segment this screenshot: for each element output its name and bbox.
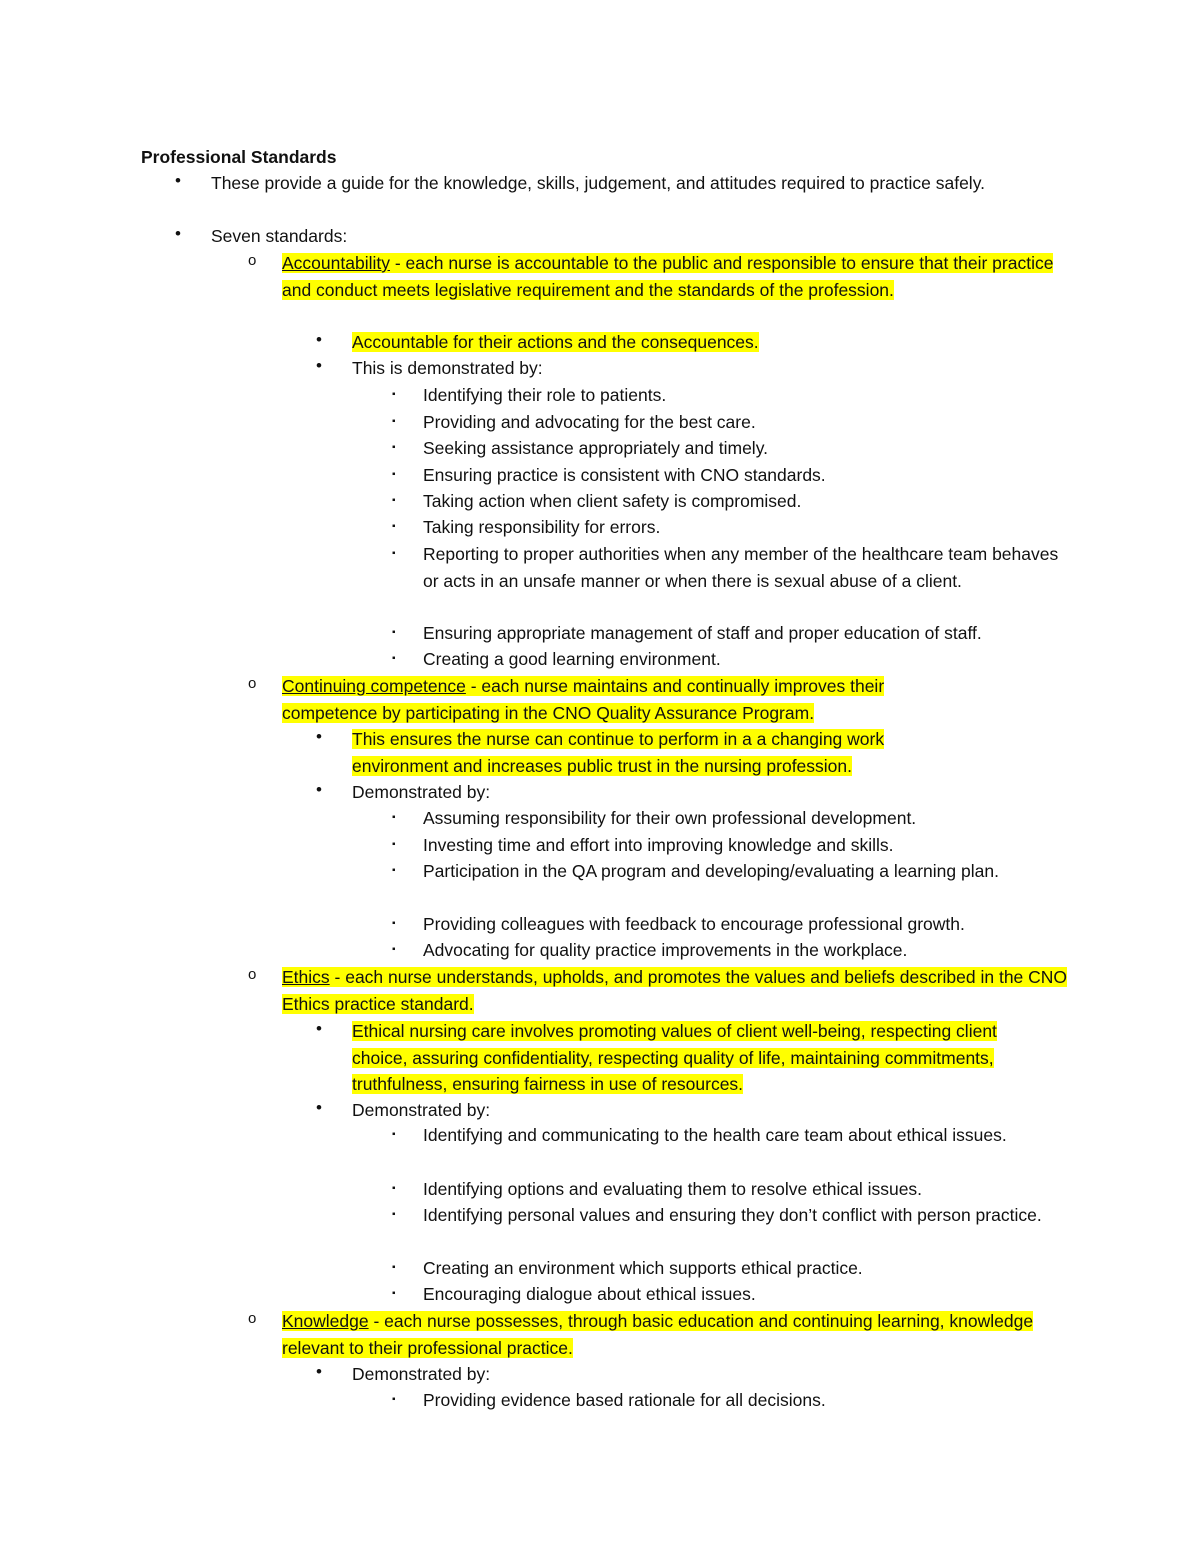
bullet-dot-icon: • — [316, 1019, 322, 1038]
list-item: Ensuring practice is consistent with CNO standards. — [423, 465, 826, 485]
bullet-circle-icon: o — [248, 675, 257, 692]
bullet-square-icon: ▪ — [392, 1183, 396, 1194]
bullet-square-icon: ▪ — [392, 389, 396, 400]
accountability-demo-label: This is demonstrated by: — [352, 358, 543, 378]
bullet-dot-icon: • — [175, 224, 181, 243]
page-title: Professional Standards — [141, 147, 337, 167]
definition-knowledge: - each nurse possesses, through basic education and continuing learning, knowledge relevant to their professional practice. — [282, 1311, 1034, 1358]
bullet-square-icon: ▪ — [392, 521, 396, 532]
list-item: Identifying their role to patients. — [423, 385, 667, 405]
list-item: Providing colleagues with feedback to encourage professional growth. — [423, 914, 965, 934]
term-continuing-competence: Continuing competence — [282, 676, 466, 696]
list-item: Ensuring appropriate management of staff and proper education of staff. — [423, 623, 982, 643]
bullet-square-icon: ▪ — [392, 918, 396, 929]
bullet-dot-icon: • — [316, 356, 322, 375]
list-item: Identifying options and evaluating them to resolve ethical issues. — [423, 1179, 923, 1199]
list-item: Advocating for quality practice improvements in the workplace. — [423, 940, 908, 960]
standard-ethics — [282, 964, 1072, 1017]
definition-continuing-competence: - each nurse maintains and continually improves their competence by participating in the CNO Quality Assurance Program. — [282, 676, 885, 723]
list-item: Creating an environment which supports ethical practice. — [423, 1258, 863, 1278]
bullet-dot-icon: • — [316, 330, 322, 349]
bullet-square-icon: ▪ — [392, 1129, 396, 1140]
bullet-square-icon: ▪ — [392, 1209, 396, 1220]
bullet-square-icon: ▪ — [392, 839, 396, 850]
term-ethics: Ethics — [282, 967, 330, 987]
bullet-square-icon: ▪ — [392, 469, 396, 480]
list-item: Assuming responsibility for their own professional development. — [423, 808, 917, 828]
bullet-dot-icon: • — [316, 1098, 322, 1117]
seven-standards-label: Seven standards: — [211, 226, 348, 246]
list-item: Taking action when client safety is compromised. — [423, 491, 802, 511]
bullet-square-icon: ▪ — [392, 495, 396, 506]
list-item: Seeking assistance appropriately and timely. — [423, 438, 769, 458]
list-item: Taking responsibility for errors. — [423, 517, 661, 537]
list-item: Encouraging dialogue about ethical issues. — [423, 1284, 756, 1304]
list-item: Providing evidence based rationale for all decisions. — [423, 1390, 826, 1410]
bullet-square-icon: ▪ — [392, 442, 396, 453]
bullet-square-icon: ▪ — [392, 1394, 396, 1405]
ethics-note: Ethical nursing care involves promoting values of client well-being, respecting client choice, assuring confidentiality, respecting quality of life, maintaining commitments, truthfulness, ensuring fairness in use of resources. — [352, 1021, 997, 1094]
list-item: Reporting to proper authorities when any member of the healthcare team behaves or acts in an unsafe manner or when there is sexual abuse of a client. — [423, 544, 1059, 591]
knowledge-demo-label: Demonstrated by: — [352, 1364, 491, 1384]
accountability-note: Accountable for their actions and the consequences. — [352, 332, 759, 352]
intro-paragraph: These provide a guide for the knowledge, skills, judgement, and attitudes required to practice safely. — [211, 173, 986, 193]
bullet-square-icon: ▪ — [392, 812, 396, 823]
bullet-circle-icon: o — [248, 1310, 257, 1327]
bullet-square-icon: ▪ — [392, 653, 396, 664]
term-knowledge: Knowledge — [282, 1311, 369, 1331]
bullet-square-icon: ▪ — [392, 944, 396, 955]
bullet-dot-icon: • — [316, 780, 322, 799]
list-item: Creating a good learning environment. — [423, 649, 721, 669]
bullet-circle-icon: o — [248, 966, 257, 983]
list-item: Identifying personal values and ensuring they don’t conflict with person practice. — [423, 1205, 1042, 1225]
bullet-square-icon: ▪ — [392, 416, 396, 427]
list-item: Providing and advocating for the best care. — [423, 412, 756, 432]
bullet-dot-icon: • — [175, 171, 181, 190]
definition-accountability: - each nurse is accountable to the public and responsible to ensure that their practice and conduct meets legislative requirement and the standards of the profession. — [282, 253, 1054, 300]
list-item: Identifying and communicating to the health care team about ethical issues. — [423, 1125, 1007, 1145]
bullet-square-icon: ▪ — [392, 865, 396, 876]
term-accountability: Accountability — [282, 253, 390, 273]
ethics-demo-label: Demonstrated by: — [352, 1100, 491, 1120]
bullet-square-icon: ▪ — [392, 548, 396, 559]
list-item: Participation in the QA program and developing/evaluating a learning plan. — [423, 861, 999, 881]
bullet-square-icon: ▪ — [392, 1288, 396, 1299]
competence-note: This ensures the nurse can continue to perform in a a changing work environment and increases public trust in the nursing profession. — [352, 729, 885, 776]
bullet-circle-icon: o — [248, 252, 257, 269]
standard-knowledge — [282, 1308, 1072, 1361]
bullet-square-icon: ▪ — [392, 627, 396, 638]
competence-demo-label: Demonstrated by: — [352, 782, 491, 802]
list-item: Investing time and effort into improving knowledge and skills. — [423, 835, 894, 855]
definition-ethics: - each nurse understands, upholds, and promotes the values and beliefs described in the CNO Ethics practice standard. — [282, 967, 1068, 1014]
bullet-dot-icon: • — [316, 1362, 322, 1381]
standard-accountability — [282, 250, 1072, 303]
bullet-dot-icon: • — [316, 727, 322, 746]
standard-continuing-competence — [282, 673, 982, 726]
bullet-square-icon: ▪ — [392, 1262, 396, 1273]
